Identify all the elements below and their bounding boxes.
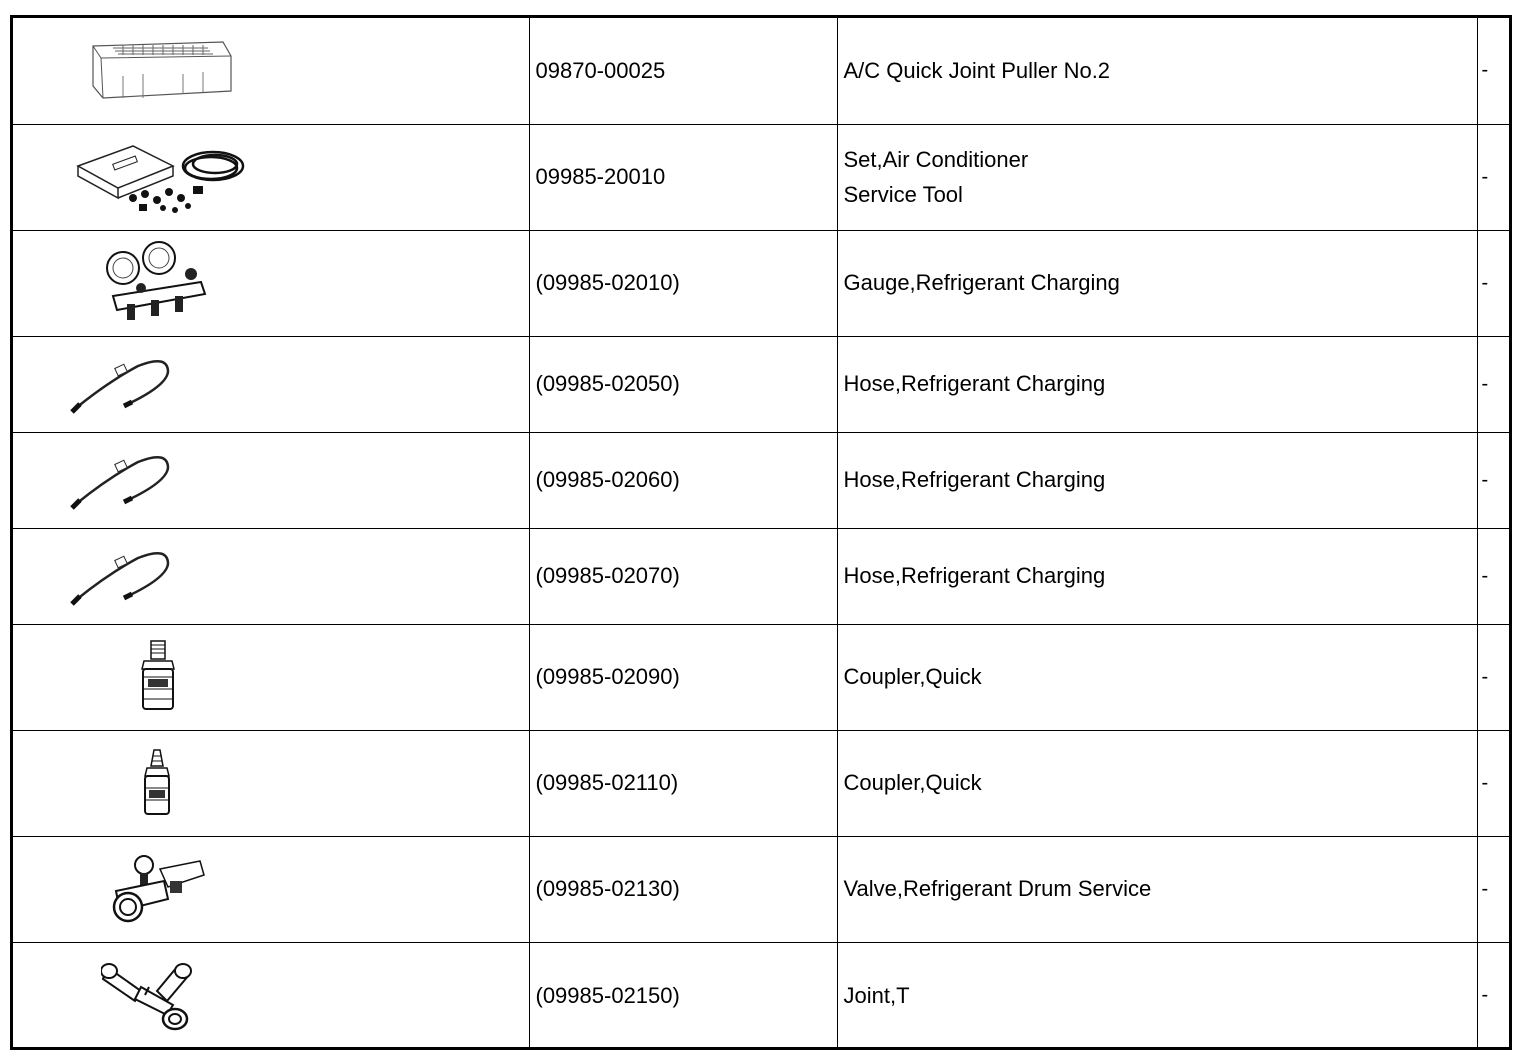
tool-name-cell: Joint,T xyxy=(837,942,1477,1048)
table-row xyxy=(13,124,1509,230)
table-row xyxy=(13,624,1509,730)
part-number-cell: (09985-02110) xyxy=(529,730,837,836)
table-row xyxy=(13,336,1509,432)
table-row xyxy=(13,18,1509,124)
table-row xyxy=(13,432,1509,528)
quick-coupler-icon xyxy=(138,639,178,715)
note-cell: - xyxy=(1477,730,1509,836)
illustration-cell xyxy=(13,528,529,624)
illustration-cell xyxy=(13,230,529,336)
quick-coupler-small-icon xyxy=(141,748,173,818)
illustration-cell xyxy=(13,124,529,230)
special-tools-table-frame xyxy=(10,15,1512,1050)
note-cell: - xyxy=(1477,432,1509,528)
table-row xyxy=(13,836,1509,942)
service-tool-set-icon xyxy=(73,136,253,218)
tool-name-cell: Valve,Refrigerant Drum Service xyxy=(837,836,1477,942)
t-joint-icon xyxy=(101,957,201,1033)
note-cell: - xyxy=(1477,18,1509,124)
charging-hose-icon xyxy=(68,352,178,416)
note-cell: - xyxy=(1477,624,1509,730)
part-number-cell: 09985-20010 xyxy=(529,124,837,230)
illustration-cell xyxy=(13,624,529,730)
illustration-cell xyxy=(13,336,529,432)
part-number-cell: (09985-02150) xyxy=(529,942,837,1048)
tool-name-cell: Gauge,Refrigerant Charging xyxy=(837,230,1477,336)
special-tools-table xyxy=(13,18,1509,1048)
tool-name-cell: Coupler,Quick xyxy=(837,730,1477,836)
note-cell: - xyxy=(1477,942,1509,1048)
part-number-cell: (09985-02010) xyxy=(529,230,837,336)
drum-service-valve-icon xyxy=(108,851,208,927)
part-number-cell: (09985-02050) xyxy=(529,336,837,432)
tool-name-cell: Coupler,Quick xyxy=(837,624,1477,730)
charging-hose-icon xyxy=(68,448,178,512)
illustration-cell xyxy=(13,836,529,942)
note-cell: - xyxy=(1477,124,1509,230)
part-number-cell: (09985-02070) xyxy=(529,528,837,624)
part-number-cell: (09985-02090) xyxy=(529,624,837,730)
tool-name-cell: Hose,Refrigerant Charging xyxy=(837,528,1477,624)
tool-name-cell: Hose,Refrigerant Charging xyxy=(837,336,1477,432)
illustration-cell xyxy=(13,432,529,528)
tool-name-cell xyxy=(837,124,1477,230)
table-row xyxy=(13,942,1509,1048)
illustration-cell xyxy=(13,942,529,1048)
part-number-cell: (09985-02060) xyxy=(529,432,837,528)
table-row xyxy=(13,230,1509,336)
note-cell: - xyxy=(1477,528,1509,624)
illustration-cell xyxy=(13,730,529,836)
part-number-cell: (09985-02130) xyxy=(529,836,837,942)
illustration-cell xyxy=(13,18,529,124)
note-cell: - xyxy=(1477,836,1509,942)
table-row xyxy=(13,730,1509,836)
note-cell: - xyxy=(1477,336,1509,432)
charging-hose-icon xyxy=(68,544,178,608)
tool-name-line: Set,Air Conditioner xyxy=(843,146,1029,172)
tool-name-line: Service Tool xyxy=(843,182,963,207)
table-row xyxy=(13,528,1509,624)
note-cell: - xyxy=(1477,230,1509,336)
part-number-cell: 09870-00025 xyxy=(529,18,837,124)
quick-joint-puller-icon xyxy=(63,36,233,106)
gauge-manifold-icon xyxy=(101,238,211,328)
tool-name-cell: Hose,Refrigerant Charging xyxy=(837,432,1477,528)
tool-name-cell: A/C Quick Joint Puller No.2 xyxy=(837,18,1477,124)
